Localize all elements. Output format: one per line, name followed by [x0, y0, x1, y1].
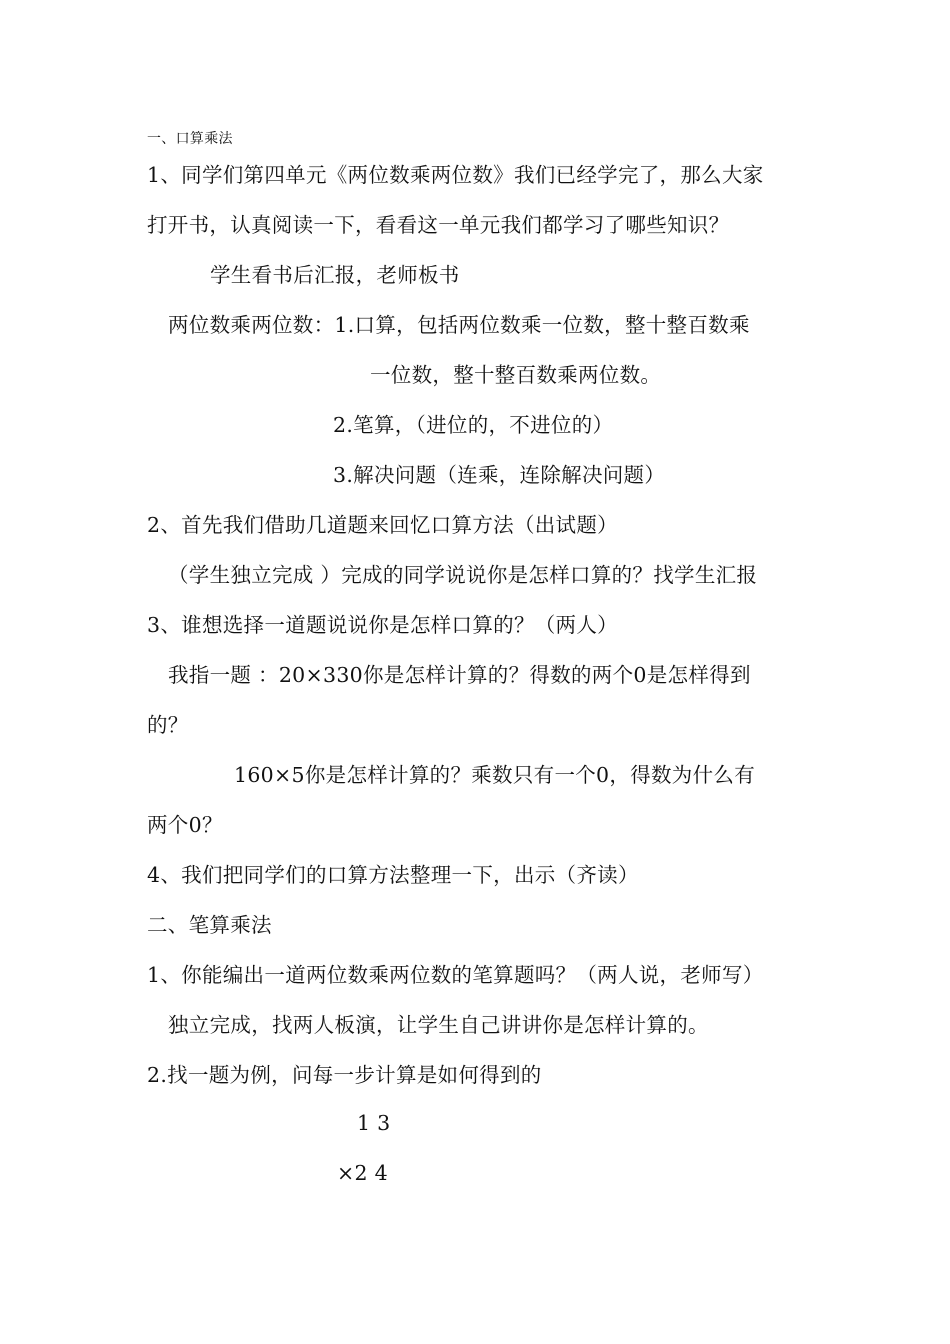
paragraph-line: 2.笔算，（进位的，不进位的） [333, 413, 614, 437]
paragraph-line: 独立完成，找两人板演，让学生自己讲讲你是怎样计算的。 [168, 1013, 709, 1037]
paragraph-line: 2.找一题为例，问每一步计算是如何得到的 [147, 1063, 542, 1087]
paragraph-line: 两个0？ [147, 813, 223, 837]
paragraph-line: 我指一题 ：20×330你是怎样计算的？得数的两个0是怎样得到 [168, 663, 751, 687]
section-title-oral: 一、口算乘法 [147, 131, 233, 147]
vertical-calc-multiplier: ×2 4 [337, 1161, 388, 1185]
paragraph-line: 1、你能编出一道两位数乘两位数的笔算题吗？（两人说，老师写） [147, 963, 764, 987]
paragraph-line: 160×5你是怎样计算的？乘数只有一个0，得数为什么有 [234, 763, 755, 787]
paragraph-line: 3.解决问题（连乘，连除解决问题） [333, 463, 666, 487]
paragraph-line: 两位数乘两位数：1.口算，包括两位数乘一位数，整十整百数乘 [168, 313, 750, 337]
paragraph-line: 1、同学们第四单元《两位数乘两位数》我们已经学完了，那么大家 [147, 163, 764, 187]
section-title-written: 二、笔算乘法 [147, 913, 272, 937]
vertical-calc-multiplicand: 1 3 [357, 1111, 391, 1135]
paragraph-line: 学生看书后汇报，老师板书 [210, 263, 460, 287]
paragraph-line: 的？ [147, 713, 189, 737]
paragraph-line: 4、我们把同学们的口算方法整理一下，出示（齐读） [147, 863, 639, 887]
paragraph-line: 一位数，整十整百数乘两位数。 [370, 363, 662, 387]
paragraph-line: 3、谁想选择一道题说说你是怎样口算的？（两人） [147, 613, 618, 637]
paragraph-line: 2、首先我们借助几道题来回忆口算方法（出试题） [147, 513, 618, 537]
paragraph-line: （学生独立完成 ）完成的同学说说你是怎样口算的？找学生汇报 [168, 563, 758, 587]
paragraph-line: 打开书，认真阅读一下，看看这一单元我们都学习了哪些知识？ [147, 213, 730, 237]
